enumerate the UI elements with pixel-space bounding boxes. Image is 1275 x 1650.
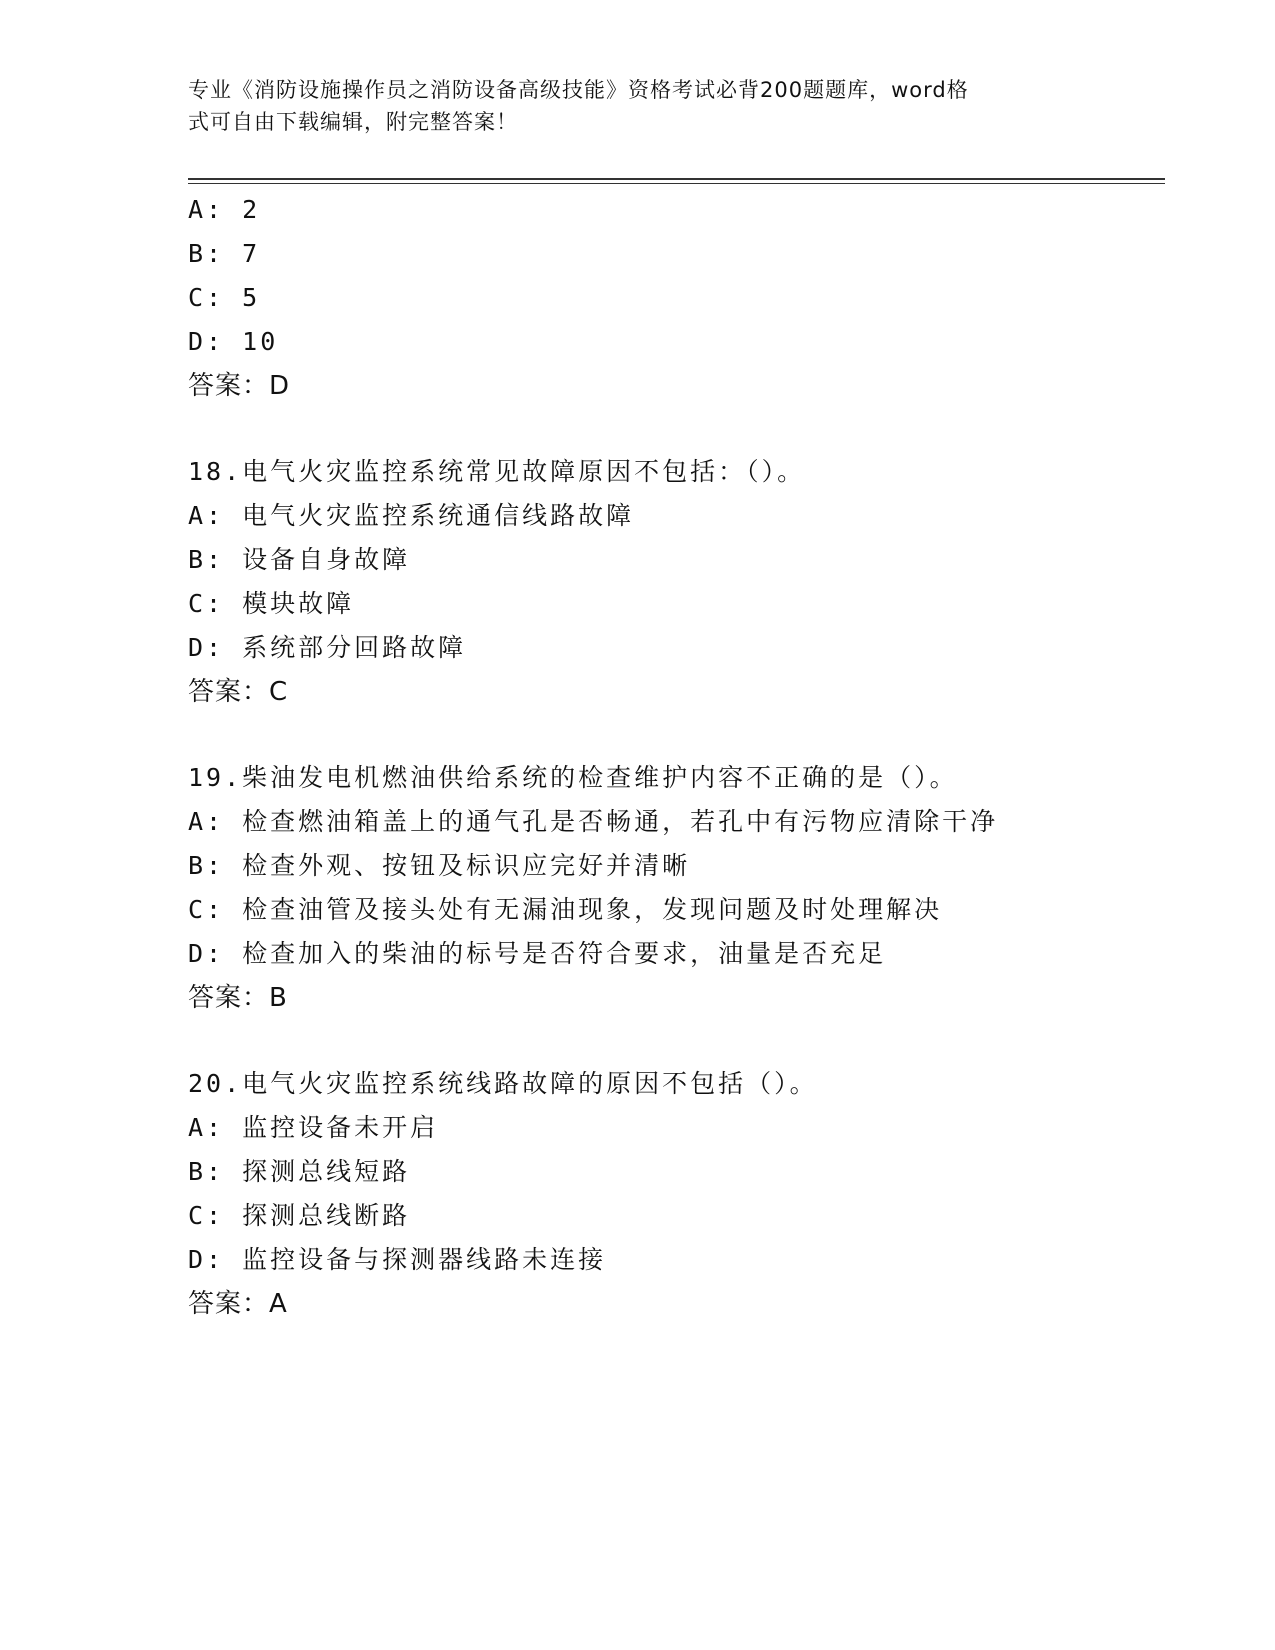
q18-option-d: D: 系统部分回路故障 bbox=[188, 633, 467, 662]
q20-question: 20.电气火灾监控系统线路故障的原因不包括（）。 bbox=[188, 1069, 818, 1098]
document-header bbox=[188, 74, 1088, 138]
header-line-1: 专业《消防设施操作员之消防设备高级技能》资格考试必背200题题库，word格 bbox=[188, 78, 969, 102]
q18-question: 18.电气火灾监控系统常见故障原因不包括：（）。 bbox=[188, 457, 806, 486]
q20-answer: 答案：A bbox=[188, 1289, 288, 1319]
q19-question: 19.柴油发电机燃油供给系统的检查维护内容不正确的是（）。 bbox=[188, 763, 958, 792]
q18-option-a: A: 电气火灾监控系统通信线路故障 bbox=[188, 501, 635, 530]
q17-option-a: A: 2 bbox=[188, 195, 261, 224]
q19-option-a: A: 检查燃油箱盖上的通气孔是否畅通，若孔中有污物应清除干净 bbox=[188, 807, 999, 836]
q17-option-b: B: 7 bbox=[188, 239, 261, 268]
q20-option-d: D: 监控设备与探测器线路未连接 bbox=[188, 1245, 607, 1274]
q19-option-c: C: 检查油管及接头处有无漏油现象，发现问题及时处理解决 bbox=[188, 895, 943, 924]
q20-option-c: C: 探测总线断路 bbox=[188, 1201, 411, 1230]
q18-option-c: C: 模块故障 bbox=[188, 589, 355, 618]
q19-answer: 答案：B bbox=[188, 983, 288, 1013]
header-divider-thick bbox=[188, 178, 1165, 180]
q17-option-c: C: 5 bbox=[188, 283, 261, 312]
q19-option-d: D: 检查加入的柴油的标号是否符合要求，油量是否充足 bbox=[188, 939, 887, 968]
header-divider-thin bbox=[188, 183, 1165, 184]
q17-option-d: D: 10 bbox=[188, 327, 279, 356]
q19-option-b: B: 检查外观、按钮及标识应完好并清晰 bbox=[188, 851, 691, 880]
q18-option-b: B: 设备自身故障 bbox=[188, 545, 411, 574]
q20-option-b: B: 探测总线短路 bbox=[188, 1157, 411, 1186]
header-line-2: 式可自由下载编辑，附完整答案！ bbox=[188, 110, 518, 134]
q20-option-a: A: 监控设备未开启 bbox=[188, 1113, 439, 1142]
q17-answer: 答案：D bbox=[188, 371, 291, 401]
q18-answer: 答案：C bbox=[188, 677, 289, 707]
